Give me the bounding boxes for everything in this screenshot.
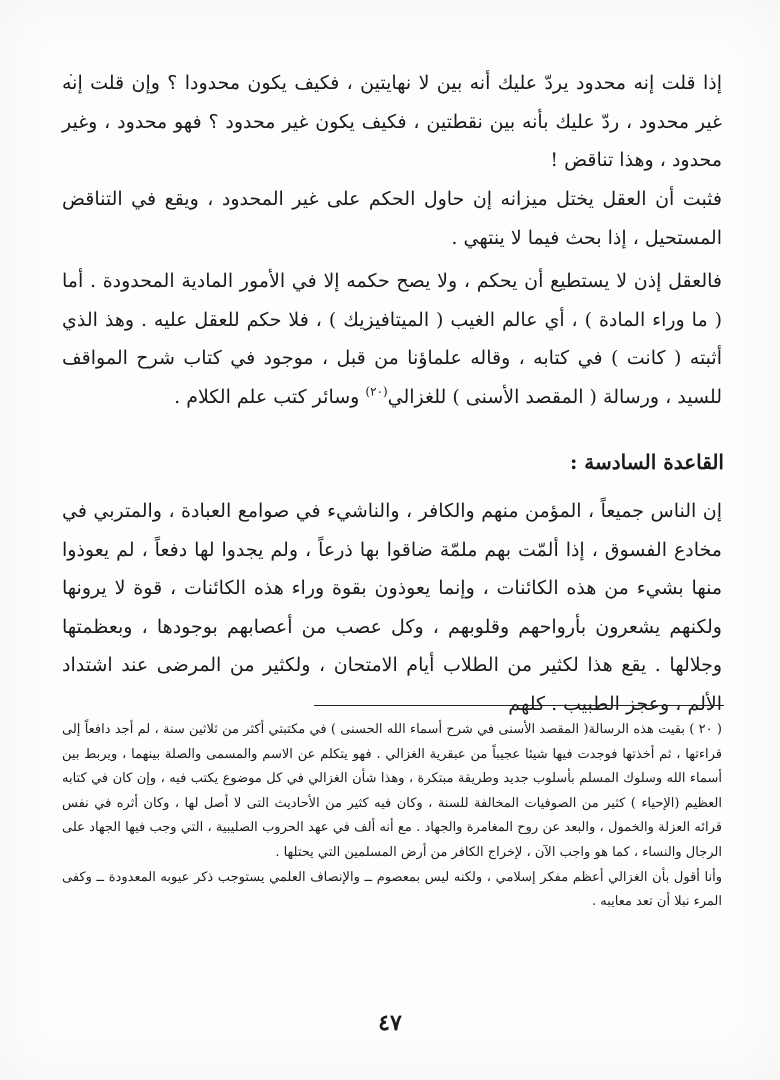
paragraph-3 — [62, 262, 722, 416]
footnote-text: ( ٢٠ ) بقيت هذه الرسالة( المقصد الأسنى في شرح أسماء الله الحسنى ) في مكتبتي أكثر من ثلاثين سنة ، لم أجد دافعاً إلى قراءتها ، ثم أخذتها فوجدت فيها شيئا عجيباً من عبقرية الغزالي . فهو يتكلم عن الاسم والمسمى والصلة بينهما ، ويربط بين أسماء الله وسلوك المسلم بأسلوب جديد وطريقة مبتكرة ، وهذا شأن الغزالي في كل موضوع يكتب فيه ، وإن كان في كتابه العظيم (الإحياء ) كثير من الصوفيات المخالفة للسنة ، وكان فيه كثير من الأحاديث التى لا أصل لها ، وكان أثره في نفس قرائه العزلة والخمول ، والبعد عن روح المغامرة والجهاد . مع أنه ألف في عهد الحروب الصليبية ، التي وجب فيها الجهاد على الرجال والنساء ، كما هو واجب الآن ، لإخراج الكافر من أرض المسلمين التي يحتلها . — [62, 722, 722, 860]
paragraph-4: إن الناس جميعاً ، المؤمن منهم والكافر ، والناشيء في صوامع العبادة ، والمتربي في مخادع الفسوق ، إذا ألمّت بهم ملمّة ضاقوا بها ذرعاً ، ولم يجدوا لها دفعاً ، لم يعوذوا منها بشيء من هذه الكائنات ، وإنما يعوذون بقوة وراء هذه الكائنات ، قوة لا يرونها ولكنهم يشعرون بأرواحهم وقلوبهم ، وكل عصب من أعصابهم بوجودها ، وبعظمتها وجلالها . يقع هذا لكثير من الطلاب أيام الامتحان ، ولكثير من المرضى عند اشتداد الألم ، وعجز الطبيب . كلهم — [62, 500, 722, 715]
footnote — [62, 718, 722, 915]
paragraph-2: فثبت أن العقل يختل ميزانه إن حاول الحكم على غير المحدود ، ويقع في التناقض المستحيل ، إذا بحث فيما لا ينتهي . — [62, 188, 722, 249]
paragraph-1: إذا قلت إنه محدود يردّ عليك أنه بين لا نهايتين ، فكيف يكون محدودا ؟ وإن قلت إنه غير محدود ، ردّ عليك بأنه بين نقطتين ، فكيف يكون غير محدود ؟ فهو محدود ، وغير محدود ، وهذا تناقض ! — [62, 72, 722, 172]
paragraph-3-tail: وسائر كتب علم الكلام . — [174, 385, 366, 408]
page-number: ٤٧ — [378, 1010, 402, 1036]
section-heading: القاعدة السادسة : — [569, 450, 724, 474]
footnote-reference[interactable]: (٢٠) — [365, 384, 388, 399]
paragraph-3-text: فالعقل إذن لا يستطيع أن يحكم ، ولا يصح حكمه إلا في الأمور المادية المحدودة . أما ( ما وراء المادة ) ، أي عالم الغيب ( الميتافيزيك ) ، فلا حكم للعقل عليه . وهذ الذي أثبته ( كانت ) في كتابه ، وقاله علماؤنا من قبل ، موجود في كتاب شرح المواقف للسيد ، ورسالة ( المقصد الأسنى ) للغزالي — [62, 270, 722, 408]
footnote-text-continued: وأنا أقول بأن الغزالي أعظم مفكر إسلامي ، ولكنه ليس بمعصوم ــ والإنصاف العلمي يستوجب ذكر عيوبه المعدودة ــ وكفى المرء نبلا أن تعد معايبه . — [62, 869, 722, 910]
footnote-separator — [314, 705, 724, 706]
